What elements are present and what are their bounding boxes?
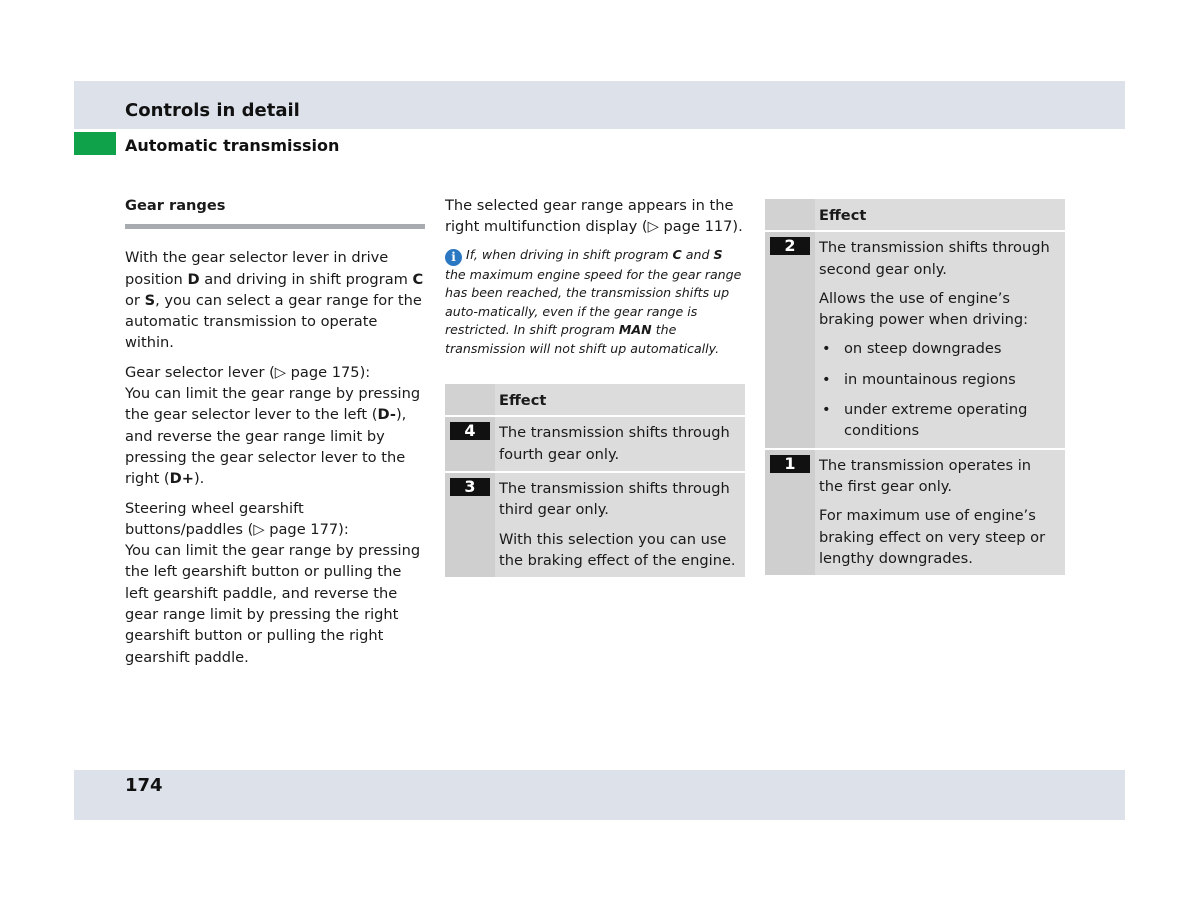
heading-rule: [125, 224, 425, 229]
gear-ranges-heading: Gear ranges: [125, 197, 226, 214]
selector-lever-paragraph: Gear selector lever (▷ page 175): You can limit the gear range by pressing the gear selector lever to the left (D-), and reverse the gear range limit by pressing the gear selector lever to the right (D+).: [125, 363, 421, 488]
effect-text: For maximum use of engine’s braking effect on very steep or lengthy downgrades.: [819, 507, 1046, 567]
effect-text: The transmission operates in the first gear only.: [819, 456, 1032, 495]
chapter-title: Controls in detail: [125, 100, 300, 121]
effect-text: The transmission shifts through second gear only.: [819, 239, 1050, 278]
table-row: [445, 471, 745, 577]
gear-ranges-intro: With the gear selector lever in drive position D and driving in shift program C or S, you can select a gear range for the automatic transmission to operate within.: [125, 249, 424, 352]
gear-effect-table-4-3: [445, 384, 745, 577]
column-gear-effects: [765, 199, 1065, 575]
table-row: [445, 415, 745, 471]
gear-badge-1: 1: [770, 455, 810, 473]
section-marker: [74, 132, 116, 155]
footer-band: [74, 770, 1125, 820]
page-number: 174: [125, 775, 163, 796]
effect-text: With this selection you can use the braking effect of the engine.: [499, 530, 736, 569]
effect-column-header: Effect: [819, 207, 867, 224]
gear-badge-3: 3: [450, 478, 490, 496]
effect-text: The transmission shifts through fourth gear only.: [499, 424, 730, 463]
effect-column-header: Effect: [499, 392, 547, 410]
braking-conditions-list: [819, 338, 1057, 441]
display-intro: The selected gear range appears in the right multifunction display (▷ page 117).: [445, 197, 743, 236]
info-icon: i: [445, 249, 462, 266]
column-display-info: [445, 195, 745, 577]
gearshift-buttons-paragraph: Steering wheel gearshift buttons/paddles (▷ page 177): You can limit the gear range by pressing the left gearshift button or pulling the left gearshift paddle, and reverse the gear range limit by pressing the right gearshift button or pulling the right gearshift paddle.: [125, 499, 421, 666]
gear-badge-2: 2: [770, 237, 810, 255]
effect-text: The transmission shifts through third gear only.: [499, 479, 730, 519]
list-item: • in mountainous regions: [819, 369, 1057, 390]
info-note: i If, when driving in shift program C and S the maximum engine speed for the gear range has been reached, the transmission shifts up auto-matically, even if the gear range is restricted. In shift program MAN the transmission will not shift up automatically.: [445, 246, 742, 356]
list-item: • on steep downgrades: [819, 338, 1057, 359]
gear-effect-table-2-1: [765, 199, 1065, 575]
table-row: [765, 448, 1065, 575]
gear-badge-4: 4: [450, 422, 490, 440]
list-item: • under extreme operating conditions: [819, 399, 1057, 442]
table-row: [765, 230, 1065, 447]
column-gear-ranges: [125, 195, 425, 676]
effect-text: Allows the use of engine’s braking power when driving:: [819, 289, 1029, 329]
section-title: Automatic transmission: [125, 136, 340, 155]
